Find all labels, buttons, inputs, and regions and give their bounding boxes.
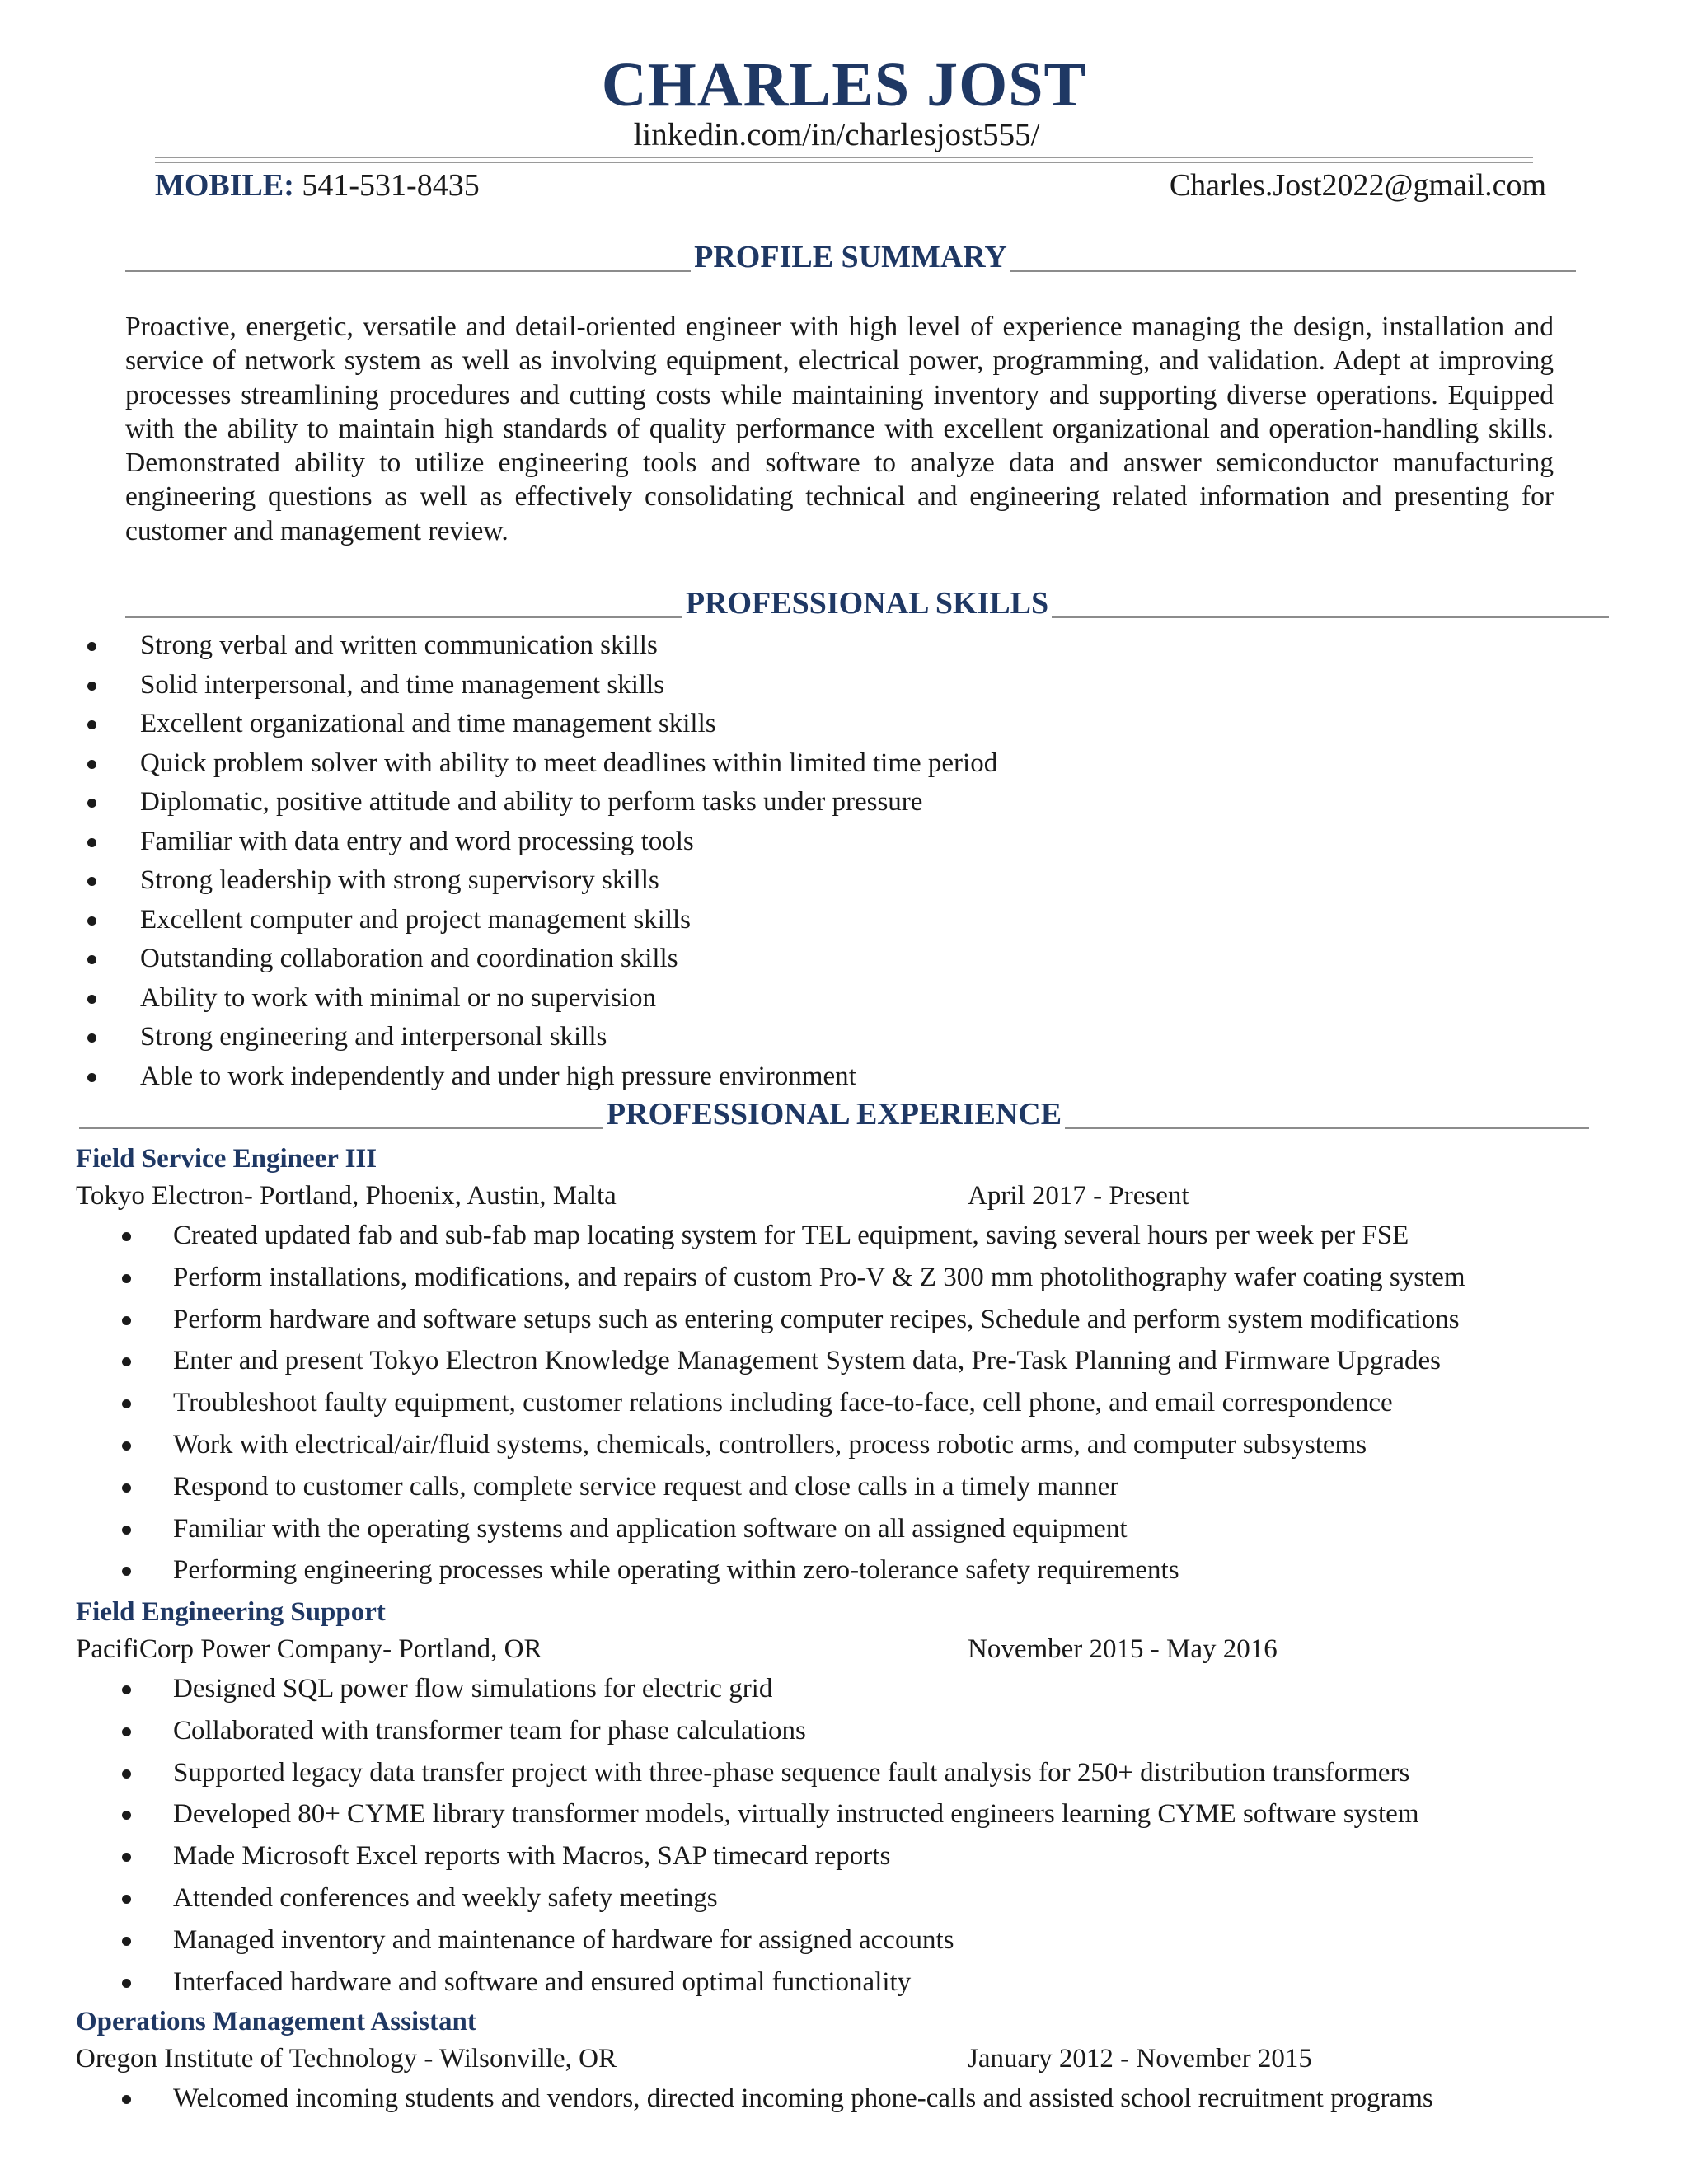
profile-summary-heading [125,234,1576,277]
contact-row [155,165,1546,206]
bullet-icon [122,1727,131,1736]
bullet-icon [122,1769,131,1779]
bullet-icon [122,1274,131,1283]
bullet-icon [87,838,96,847]
job-company: Oregon Institute of Technology - Wilsonville, OR [76,2044,617,2074]
email-address[interactable]: Charles.Jost2022@gmail.com [1169,168,1546,203]
bullet-icon [87,1033,96,1043]
job-bullet: Interfaced hardware and software and ensured optimal functionality [76,1961,1617,2004]
candidate-name: CHARLES JOST [601,50,1087,120]
skills-list [82,626,1566,1096]
mobile-number: 541-531-8435 [302,168,480,203]
job-bullet: Developed 80+ CYME library transformer models, virtually instructed engineers learning CYME software system [76,1793,1617,1835]
skill-item: Ability to work with minimal or no supervision [82,979,1566,1019]
job-bullet: Managed inventory and maintenance of hardware for assigned accounts [76,1919,1617,1961]
job-bullet: Enter and present Tokyo Electron Knowledge Management System data, Pre-Task Planning and Firmware Upgrades [76,1340,1617,1382]
heading-rule-right [1065,1127,1589,1129]
header-divider [155,157,1533,163]
bullet-icon [122,2095,131,2104]
skill-item: Excellent computer and project management skills [82,901,1566,940]
bullet-icon [87,995,96,1004]
job-bullet: Supported legacy data transfer project with three-phase sequence fault analysis for 250+ distribution transformers [76,1752,1617,1794]
job-bullet: Perform installations, modifications, and repairs of custom Pro-V & Z 300 mm photolithography wafer coating system [76,1257,1617,1299]
job-bullet: Collaborated with transformer team for phase calculations [76,1710,1617,1752]
skill-item: Familiar with data entry and word processing tools [82,823,1566,862]
bullet-icon [122,1526,131,1535]
job-meta [76,2040,1617,2078]
job-meta [76,1630,1617,1668]
job-dates: January 2012 - November 2015 [968,2044,1312,2074]
job-bullet: Familiar with the operating systems and application software on all assigned equipment [76,1508,1617,1550]
job-title: Field Service Engineer III [76,1144,377,1174]
bullet-icon [87,642,96,651]
bullet-icon [87,877,96,886]
job-bullet: Perform hardware and software setups such as entering computer recipes, Schedule and perform system modifications [76,1299,1617,1341]
job-bullet: Made Microsoft Excel reports with Macros, SAP timecard reports [76,1835,1617,1877]
job-bullets [76,1215,1617,1591]
skill-item: Strong leadership with strong supervisory skills [82,861,1566,901]
skill-item: Quick problem solver with ability to meet deadlines within limited time period [82,744,1566,784]
section-title: PROFESSIONAL EXPERIENCE [606,1097,1062,1132]
heading-rule-right [1010,270,1576,272]
skill-item: Excellent organizational and time management skills [82,705,1566,744]
bullet-icon [122,1232,131,1241]
bullet-icon [122,1441,131,1451]
job-entry [76,2004,1617,2120]
job-bullet: Work with electrical/air/fluid systems, chemicals, controllers, process robotic arms, and computer subsystems [76,1424,1617,1466]
bullet-icon [122,1979,131,1988]
skill-item: Able to work independently and under high pressure environment [82,1057,1566,1097]
bullet-icon [87,916,96,926]
bullet-icon [122,1483,131,1493]
job-title: Field Engineering Support [76,1597,386,1627]
section-title: PROFESSIONAL SKILLS [685,586,1049,621]
bullet-icon [87,955,96,964]
job-bullet: Attended conferences and weekly safety meetings [76,1877,1617,1919]
bullet-icon [122,1853,131,1862]
job-dates: April 2017 - Present [968,1181,1189,1211]
bullet-icon [87,682,96,691]
bullet-icon [122,1895,131,1904]
heading-rule-left [125,616,682,618]
skill-item: Solid interpersonal, and time management skills [82,666,1566,705]
profile-summary-text: Proactive, energetic, versatile and detail-oriented engineer with high level of experience managing the design, installation and service of network system as well as involving equipment, electrical power, programming, and validation. Adept at improving processes streamlining procedures and cutting costs while maintaining inventory and supporting diverse operations. Equipped with the ability to maintain high standards of quality performance with excellent organizational and operation-handling skills. Demonstrated ability to utilize engineering tools and software to analyze data and answer semiconductor manufacturing engineering questions as well as effectively consolidating technical and engineering related information and presenting for customer and management review. [125,312,1554,546]
skill-item: Outstanding collaboration and coordination skills [82,940,1566,979]
job-dates: November 2015 - May 2016 [968,1634,1278,1664]
bullet-icon [87,1073,96,1082]
job-entry [76,1141,1617,1591]
heading-rule-right [1052,616,1609,618]
job-entry [76,1594,1617,2003]
mobile-label: MOBILE: [155,168,294,203]
job-bullet: Welcomed incoming students and vendors, directed incoming phone-calls and assisted school recruitment programs [76,2078,1617,2120]
job-bullet: Respond to customer calls, complete service request and close calls in a timely manner [76,1466,1617,1508]
bullet-icon [122,1685,131,1694]
heading-rule-left [125,270,691,272]
professional-skills-heading [125,580,1609,623]
bullet-icon [122,1399,131,1408]
linkedin-url[interactable]: linkedin.com/in/charlesjost555/ [633,117,1040,152]
job-bullet: Performing engineering processes while operating within zero-tolerance safety requirements [76,1549,1617,1591]
job-company: Tokyo Electron- Portland, Phoenix, Austin, Malta [76,1181,617,1211]
bullet-icon [122,1811,131,1820]
bullet-icon [122,1357,131,1366]
job-bullet: Created updated fab and sub-fab map locating system for TEL equipment, saving several hours per week per FSE [76,1215,1617,1257]
professional-experience-heading [79,1091,1589,1134]
section-title: PROFILE SUMMARY [694,240,1007,274]
job-company: PacifiCorp Power Company- Portland, OR [76,1634,542,1664]
job-meta [76,1177,1617,1215]
job-bullets [76,2078,1617,2120]
bullet-icon [122,1937,131,1946]
bullet-icon [87,760,96,769]
bullet-icon [87,720,96,729]
job-bullet: Troubleshoot faulty equipment, customer relations including face-to-face, cell phone, and email correspondence [76,1382,1617,1424]
job-title: Operations Management Assistant [76,2007,476,2036]
bullet-icon [87,799,96,808]
bullet-icon [122,1567,131,1576]
heading-rule-left [79,1127,603,1129]
job-bullet: Designed SQL power flow simulations for electric grid [76,1668,1617,1710]
skill-item: Strong verbal and written communication skills [82,626,1566,666]
job-bullets [76,1668,1617,2003]
skill-item: Strong engineering and interpersonal skills [82,1018,1566,1057]
skill-item: Diplomatic, positive attitude and ability to perform tasks under pressure [82,783,1566,823]
bullet-icon [122,1316,131,1325]
